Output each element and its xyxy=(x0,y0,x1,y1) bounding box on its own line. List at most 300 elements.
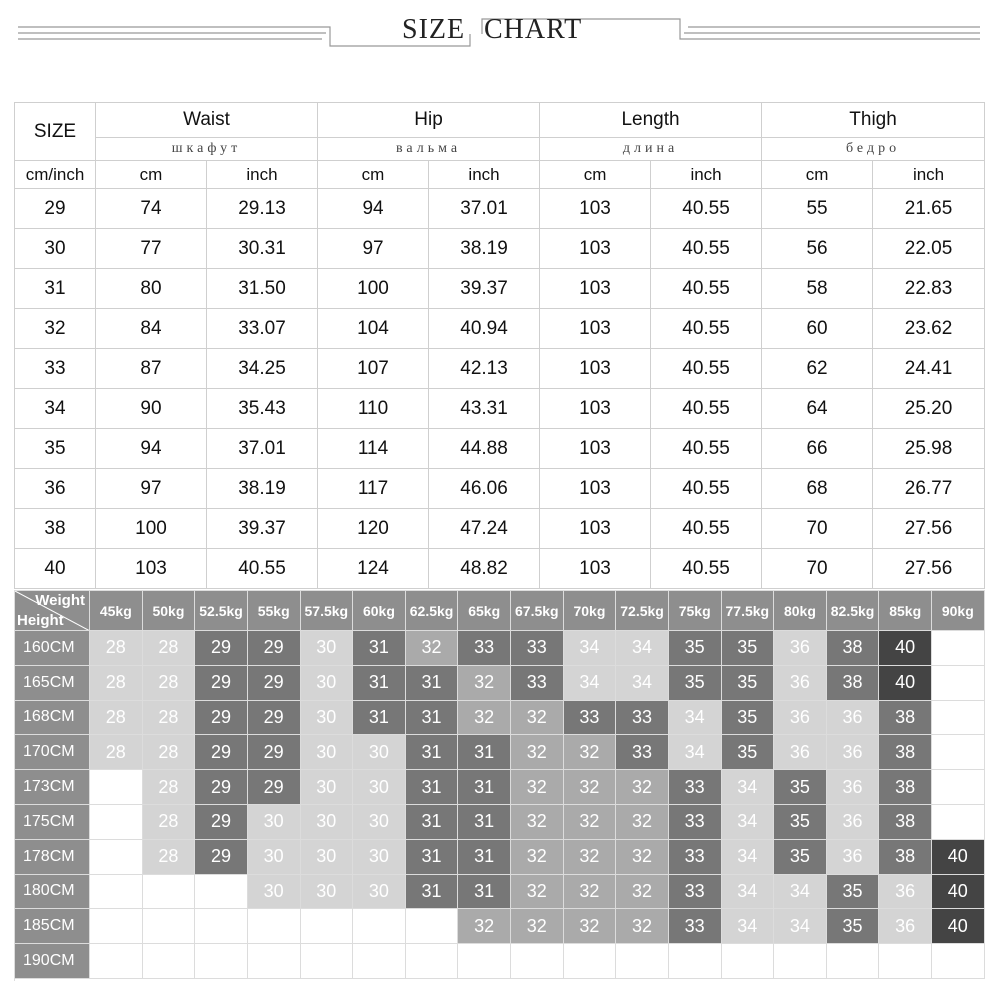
unit-header: cm/inch xyxy=(15,161,96,189)
weight-header-cell: 82.5kg xyxy=(827,591,880,631)
size-cell: 38 xyxy=(15,509,96,549)
size-recommendation-cell: 34 xyxy=(774,909,827,944)
weight-header-cell: 55kg xyxy=(248,591,301,631)
size-recommendation-cell: 28 xyxy=(90,631,143,666)
measure-cell: 66 xyxy=(762,429,873,469)
table-row xyxy=(15,269,985,309)
measure-cell: 25.98 xyxy=(873,429,985,469)
size-recommendation-cell: 35 xyxy=(669,631,722,666)
size-recommendation-cell: 33 xyxy=(669,909,722,944)
size-recommendation-cell: 36 xyxy=(774,631,827,666)
size-recommendation-cell: 29 xyxy=(195,701,248,736)
height-header-cell: 185CM xyxy=(15,909,90,944)
measure-cell: 31.50 xyxy=(207,269,318,309)
measure-cell: 84 xyxy=(96,309,207,349)
size-recommendation-cell: 30 xyxy=(301,770,354,805)
measure-cell: 94 xyxy=(96,429,207,469)
measure-cell: 103 xyxy=(540,389,651,429)
height-header-cell: 170CM xyxy=(15,735,90,770)
measure-cell: 58 xyxy=(762,269,873,309)
size-recommendation-cell: 29 xyxy=(248,735,301,770)
hip-header: Hip xyxy=(318,103,540,138)
size-recommendation-cell: 38 xyxy=(879,770,932,805)
size-recommendation-cell xyxy=(195,944,248,979)
height-label: Height xyxy=(17,612,64,629)
size-cell: 40 xyxy=(15,549,96,589)
size-table xyxy=(14,102,985,589)
size-recommendation-cell: 30 xyxy=(248,875,301,910)
size-recommendation-cell xyxy=(248,909,301,944)
size-recommendation-cell xyxy=(248,944,301,979)
size-recommendation-cell xyxy=(90,770,143,805)
size-recommendation-cell: 33 xyxy=(669,805,722,840)
size-recommendation-cell: 34 xyxy=(722,770,775,805)
hip-cm-header: cm xyxy=(318,161,429,189)
size-recommendation-cell: 30 xyxy=(301,631,354,666)
size-recommendation-cell: 31 xyxy=(353,666,406,701)
size-recommendation-cell xyxy=(195,875,248,910)
size-recommendation-cell: 36 xyxy=(774,735,827,770)
size-recommendation-cell: 31 xyxy=(458,770,511,805)
size-recommendation-cell: 30 xyxy=(353,735,406,770)
size-recommendation-cell: 30 xyxy=(301,805,354,840)
header-title-size: SIZE xyxy=(402,14,466,45)
weight-header-cell: 45kg xyxy=(90,591,143,631)
size-recommendation-cell: 31 xyxy=(406,666,459,701)
measure-cell: 80 xyxy=(96,269,207,309)
size-recommendation-cell xyxy=(932,666,985,701)
size-recommendation-cell: 31 xyxy=(458,735,511,770)
measure-cell: 40.94 xyxy=(429,309,540,349)
size-recommendation-cell: 40 xyxy=(879,666,932,701)
hip-ru-label: вальма xyxy=(318,138,540,161)
size-recommendation-cell: 32 xyxy=(616,875,669,910)
size-recommendation-cell: 35 xyxy=(827,909,880,944)
size-recommendation-cell: 38 xyxy=(879,840,932,875)
size-recommendation-cell: 30 xyxy=(353,770,406,805)
size-recommendation-cell: 34 xyxy=(564,666,617,701)
size-recommendation-cell: 29 xyxy=(195,805,248,840)
size-recommendation-cell: 38 xyxy=(827,631,880,666)
size-recommendation-cell: 32 xyxy=(564,840,617,875)
measure-cell: 100 xyxy=(318,269,429,309)
table-row xyxy=(15,309,985,349)
weight-header-cell: 52.5kg xyxy=(195,591,248,631)
table-row xyxy=(15,389,985,429)
size-recommendation-cell: 30 xyxy=(353,875,406,910)
size-recommendation-cell: 32 xyxy=(616,805,669,840)
size-recommendation-cell xyxy=(879,944,932,979)
weight-header-cell: 62.5kg xyxy=(406,591,459,631)
measure-cell: 38.19 xyxy=(429,229,540,269)
size-cell: 31 xyxy=(15,269,96,309)
size-recommendation-cell xyxy=(774,944,827,979)
size-recommendation-cell xyxy=(353,944,406,979)
header-title-chart: CHART xyxy=(484,14,583,45)
measure-cell: 27.56 xyxy=(873,549,985,589)
size-recommendation-cell: 31 xyxy=(406,805,459,840)
size-recommendation-cell: 36 xyxy=(774,666,827,701)
weight-header-cell: 90kg xyxy=(932,591,985,631)
measure-cell: 114 xyxy=(318,429,429,469)
weight-header-cell: 85kg xyxy=(879,591,932,631)
hip-inch-header: inch xyxy=(429,161,540,189)
size-recommendation-cell: 28 xyxy=(143,666,196,701)
size-recommendation-cell xyxy=(90,944,143,979)
size-recommendation-cell xyxy=(406,944,459,979)
size-recommendation-cell: 32 xyxy=(564,735,617,770)
table-row xyxy=(15,429,985,469)
size-recommendation-cell: 35 xyxy=(669,666,722,701)
measure-cell: 39.37 xyxy=(429,269,540,309)
weight-height-chart xyxy=(14,590,985,981)
measure-cell: 103 xyxy=(540,309,651,349)
size-recommendation-cell xyxy=(458,944,511,979)
size-recommendation-cell: 34 xyxy=(616,631,669,666)
size-recommendation-cell: 32 xyxy=(511,875,564,910)
size-recommendation-cell: 28 xyxy=(143,805,196,840)
size-recommendation-cell: 30 xyxy=(301,666,354,701)
measure-cell: 103 xyxy=(540,549,651,589)
waist-inch-header: inch xyxy=(207,161,318,189)
thigh-cm-header: cm xyxy=(762,161,873,189)
size-recommendation-cell: 35 xyxy=(774,805,827,840)
chart-corner-cell xyxy=(15,591,90,631)
measure-cell: 107 xyxy=(318,349,429,389)
measure-cell: 94 xyxy=(318,189,429,229)
weight-header-cell: 77.5kg xyxy=(722,591,775,631)
size-recommendation-cell: 33 xyxy=(511,666,564,701)
height-header-cell: 180CM xyxy=(15,875,90,910)
measure-cell: 77 xyxy=(96,229,207,269)
measure-cell: 30.31 xyxy=(207,229,318,269)
size-recommendation-cell: 32 xyxy=(564,875,617,910)
size-cell: 36 xyxy=(15,469,96,509)
height-header-cell: 160CM xyxy=(15,631,90,666)
size-recommendation-cell xyxy=(722,944,775,979)
size-recommendation-cell: 31 xyxy=(406,701,459,736)
size-recommendation-cell: 32 xyxy=(616,770,669,805)
waist-ru-label: шкафут xyxy=(96,138,318,161)
table-row xyxy=(15,509,985,549)
measure-cell: 70 xyxy=(762,509,873,549)
size-recommendation-cell: 33 xyxy=(616,701,669,736)
size-recommendation-cell: 35 xyxy=(774,770,827,805)
measure-cell: 60 xyxy=(762,309,873,349)
size-recommendation-cell: 29 xyxy=(195,735,248,770)
size-recommendation-cell: 28 xyxy=(143,631,196,666)
size-recommendation-cell: 32 xyxy=(564,770,617,805)
measure-cell: 40.55 xyxy=(651,469,762,509)
size-recommendation-cell xyxy=(353,909,406,944)
size-recommendation-cell: 40 xyxy=(879,631,932,666)
height-header-cell: 165CM xyxy=(15,666,90,701)
length-cm-header: cm xyxy=(540,161,651,189)
weight-header-cell: 70kg xyxy=(564,591,617,631)
size-recommendation-cell: 35 xyxy=(722,666,775,701)
size-recommendation-cell xyxy=(932,735,985,770)
size-recommendation-cell: 28 xyxy=(143,840,196,875)
measure-cell: 40.55 xyxy=(207,549,318,589)
size-recommendation-cell: 35 xyxy=(722,735,775,770)
size-recommendation-cell: 31 xyxy=(406,875,459,910)
table-row xyxy=(15,469,985,509)
size-recommendation-cell: 35 xyxy=(827,875,880,910)
measure-cell: 40.55 xyxy=(651,269,762,309)
measure-cell: 62 xyxy=(762,349,873,389)
measure-cell: 103 xyxy=(96,549,207,589)
measure-cell: 55 xyxy=(762,189,873,229)
measure-cell: 35.43 xyxy=(207,389,318,429)
size-recommendation-cell: 30 xyxy=(301,840,354,875)
size-cell: 33 xyxy=(15,349,96,389)
size-recommendation-cell xyxy=(406,909,459,944)
measure-cell: 70 xyxy=(762,549,873,589)
size-recommendation-cell: 32 xyxy=(564,805,617,840)
thigh-ru-label: бедро xyxy=(762,138,985,161)
size-recommendation-cell: 34 xyxy=(669,735,722,770)
measure-cell: 40.55 xyxy=(651,349,762,389)
measure-cell: 40.55 xyxy=(651,509,762,549)
size-recommendation-cell xyxy=(932,631,985,666)
waist-cm-header: cm xyxy=(96,161,207,189)
size-recommendation-cell: 32 xyxy=(511,909,564,944)
size-recommendation-cell: 36 xyxy=(827,805,880,840)
measure-cell: 34.25 xyxy=(207,349,318,389)
measure-cell: 22.05 xyxy=(873,229,985,269)
size-cell: 29 xyxy=(15,189,96,229)
size-recommendation-cell: 33 xyxy=(669,770,722,805)
measure-cell: 40.55 xyxy=(651,549,762,589)
measure-cell: 117 xyxy=(318,469,429,509)
size-recommendation-cell: 32 xyxy=(458,666,511,701)
measure-cell: 40.55 xyxy=(651,189,762,229)
waist-header: Waist xyxy=(96,103,318,138)
size-recommendation-cell: 40 xyxy=(932,875,985,910)
measure-cell: 56 xyxy=(762,229,873,269)
weight-header-cell: 60kg xyxy=(353,591,406,631)
measure-cell: 38.19 xyxy=(207,469,318,509)
measure-cell: 39.37 xyxy=(207,509,318,549)
size-recommendation-cell: 28 xyxy=(143,770,196,805)
size-recommendation-cell: 38 xyxy=(827,666,880,701)
measure-cell: 103 xyxy=(540,509,651,549)
measure-cell: 37.01 xyxy=(429,189,540,229)
measure-cell: 64 xyxy=(762,389,873,429)
size-recommendation-cell: 28 xyxy=(143,701,196,736)
size-cell: 35 xyxy=(15,429,96,469)
size-recommendation-cell xyxy=(90,909,143,944)
table-row xyxy=(15,549,985,589)
size-recommendation-cell xyxy=(90,805,143,840)
size-recommendation-cell: 30 xyxy=(301,875,354,910)
size-recommendation-cell xyxy=(932,770,985,805)
size-recommendation-cell: 32 xyxy=(458,909,511,944)
size-recommendation-cell: 32 xyxy=(511,735,564,770)
measure-cell: 40.55 xyxy=(651,309,762,349)
size-recommendation-cell: 40 xyxy=(932,840,985,875)
size-recommendation-cell xyxy=(616,944,669,979)
table-row xyxy=(15,349,985,389)
measure-cell: 25.20 xyxy=(873,389,985,429)
height-header-cell: 168CM xyxy=(15,701,90,736)
measure-cell: 43.31 xyxy=(429,389,540,429)
size-recommendation-cell: 32 xyxy=(511,701,564,736)
size-recommendation-cell: 28 xyxy=(90,735,143,770)
size-recommendation-cell xyxy=(932,944,985,979)
table-row xyxy=(15,189,985,229)
size-recommendation-cell xyxy=(90,875,143,910)
measure-cell: 104 xyxy=(318,309,429,349)
size-recommendation-cell: 32 xyxy=(511,805,564,840)
weight-header-cell: 57.5kg xyxy=(301,591,354,631)
height-header-cell: 175CM xyxy=(15,805,90,840)
size-recommendation-cell: 31 xyxy=(353,701,406,736)
measure-cell: 21.65 xyxy=(873,189,985,229)
measure-cell: 103 xyxy=(540,189,651,229)
measure-cell: 103 xyxy=(540,269,651,309)
size-recommendation-cell: 31 xyxy=(458,875,511,910)
measure-cell: 124 xyxy=(318,549,429,589)
size-recommendation-cell: 29 xyxy=(195,631,248,666)
size-recommendation-cell: 34 xyxy=(669,701,722,736)
size-recommendation-cell: 32 xyxy=(406,631,459,666)
measure-cell: 42.13 xyxy=(429,349,540,389)
measure-cell: 103 xyxy=(540,469,651,509)
size-table-body xyxy=(15,189,985,589)
size-recommendation-cell: 29 xyxy=(195,840,248,875)
size-header: SIZE xyxy=(15,103,96,161)
size-recommendation-cell: 35 xyxy=(774,840,827,875)
size-recommendation-cell xyxy=(301,944,354,979)
weight-header-cell: 72.5kg xyxy=(616,591,669,631)
measure-cell: 23.62 xyxy=(873,309,985,349)
size-chart-header xyxy=(0,0,1000,60)
size-recommendation-cell xyxy=(195,909,248,944)
size-recommendation-cell: 33 xyxy=(511,631,564,666)
size-recommendation-cell: 29 xyxy=(248,701,301,736)
size-recommendation-cell xyxy=(932,805,985,840)
measure-cell: 100 xyxy=(96,509,207,549)
size-cell: 32 xyxy=(15,309,96,349)
measure-cell: 44.88 xyxy=(429,429,540,469)
size-recommendation-cell: 38 xyxy=(879,701,932,736)
size-recommendation-cell: 28 xyxy=(90,666,143,701)
size-recommendation-cell: 28 xyxy=(143,735,196,770)
measure-cell: 68 xyxy=(762,469,873,509)
size-cell: 34 xyxy=(15,389,96,429)
size-recommendation-cell: 35 xyxy=(722,701,775,736)
size-recommendation-cell: 29 xyxy=(248,631,301,666)
measure-cell: 47.24 xyxy=(429,509,540,549)
length-inch-header: inch xyxy=(651,161,762,189)
height-header-cell: 173CM xyxy=(15,770,90,805)
size-recommendation-cell: 34 xyxy=(722,875,775,910)
size-recommendation-cell: 34 xyxy=(722,805,775,840)
measure-cell: 29.13 xyxy=(207,189,318,229)
measure-cell: 48.82 xyxy=(429,549,540,589)
measure-cell: 40.55 xyxy=(651,229,762,269)
size-recommendation-cell: 34 xyxy=(722,840,775,875)
measure-cell: 120 xyxy=(318,509,429,549)
size-recommendation-cell: 33 xyxy=(458,631,511,666)
measure-cell: 40.55 xyxy=(651,389,762,429)
size-recommendation-cell: 32 xyxy=(616,840,669,875)
size-recommendation-cell xyxy=(827,944,880,979)
height-header-cell: 190CM xyxy=(15,944,90,979)
measure-cell: 90 xyxy=(96,389,207,429)
size-recommendation-cell: 35 xyxy=(722,631,775,666)
size-recommendation-cell: 36 xyxy=(879,875,932,910)
size-recommendation-cell: 31 xyxy=(458,805,511,840)
size-recommendation-cell: 30 xyxy=(301,701,354,736)
size-recommendation-cell xyxy=(564,944,617,979)
length-header: Length xyxy=(540,103,762,138)
size-recommendation-cell: 34 xyxy=(774,875,827,910)
size-recommendation-cell: 31 xyxy=(458,840,511,875)
size-recommendation-cell: 36 xyxy=(827,701,880,736)
size-recommendation-cell: 29 xyxy=(248,770,301,805)
size-recommendation-cell xyxy=(932,701,985,736)
size-recommendation-cell: 31 xyxy=(406,735,459,770)
weight-header-cell: 65kg xyxy=(458,591,511,631)
weight-header-cell: 80kg xyxy=(774,591,827,631)
size-recommendation-cell: 29 xyxy=(195,770,248,805)
length-ru-label: длина xyxy=(540,138,762,161)
size-recommendation-cell: 34 xyxy=(564,631,617,666)
measure-cell: 97 xyxy=(96,469,207,509)
size-recommendation-cell: 29 xyxy=(195,666,248,701)
size-recommendation-cell: 33 xyxy=(616,735,669,770)
size-recommendation-cell xyxy=(143,875,196,910)
size-recommendation-cell: 38 xyxy=(879,805,932,840)
size-cell: 30 xyxy=(15,229,96,269)
size-recommendation-cell: 30 xyxy=(301,735,354,770)
size-recommendation-cell xyxy=(301,909,354,944)
measure-cell: 46.06 xyxy=(429,469,540,509)
size-recommendation-cell xyxy=(90,840,143,875)
size-recommendation-cell: 32 xyxy=(511,770,564,805)
measure-cell: 33.07 xyxy=(207,309,318,349)
size-recommendation-cell: 34 xyxy=(616,666,669,701)
measure-cell: 74 xyxy=(96,189,207,229)
measure-cell: 103 xyxy=(540,429,651,469)
size-recommendation-cell: 32 xyxy=(616,909,669,944)
measure-cell: 37.01 xyxy=(207,429,318,469)
size-recommendation-cell: 32 xyxy=(564,909,617,944)
size-recommendation-cell xyxy=(143,909,196,944)
size-recommendation-cell: 33 xyxy=(669,875,722,910)
size-recommendation-cell: 28 xyxy=(90,701,143,736)
measure-cell: 87 xyxy=(96,349,207,389)
size-recommendation-cell: 30 xyxy=(248,840,301,875)
size-recommendation-cell: 38 xyxy=(879,735,932,770)
size-recommendation-cell: 31 xyxy=(353,631,406,666)
measure-cell: 24.41 xyxy=(873,349,985,389)
size-recommendation-cell: 31 xyxy=(406,840,459,875)
size-recommendation-cell: 32 xyxy=(458,701,511,736)
size-recommendation-cell: 36 xyxy=(827,840,880,875)
measure-cell: 103 xyxy=(540,229,651,269)
size-recommendation-cell: 34 xyxy=(722,909,775,944)
size-recommendation-cell: 30 xyxy=(353,840,406,875)
measure-cell: 22.83 xyxy=(873,269,985,309)
weight-label: Weight xyxy=(35,592,85,609)
size-recommendation-cell: 36 xyxy=(774,701,827,736)
size-recommendation-cell: 30 xyxy=(353,805,406,840)
size-recommendation-cell: 32 xyxy=(511,840,564,875)
measure-cell: 97 xyxy=(318,229,429,269)
